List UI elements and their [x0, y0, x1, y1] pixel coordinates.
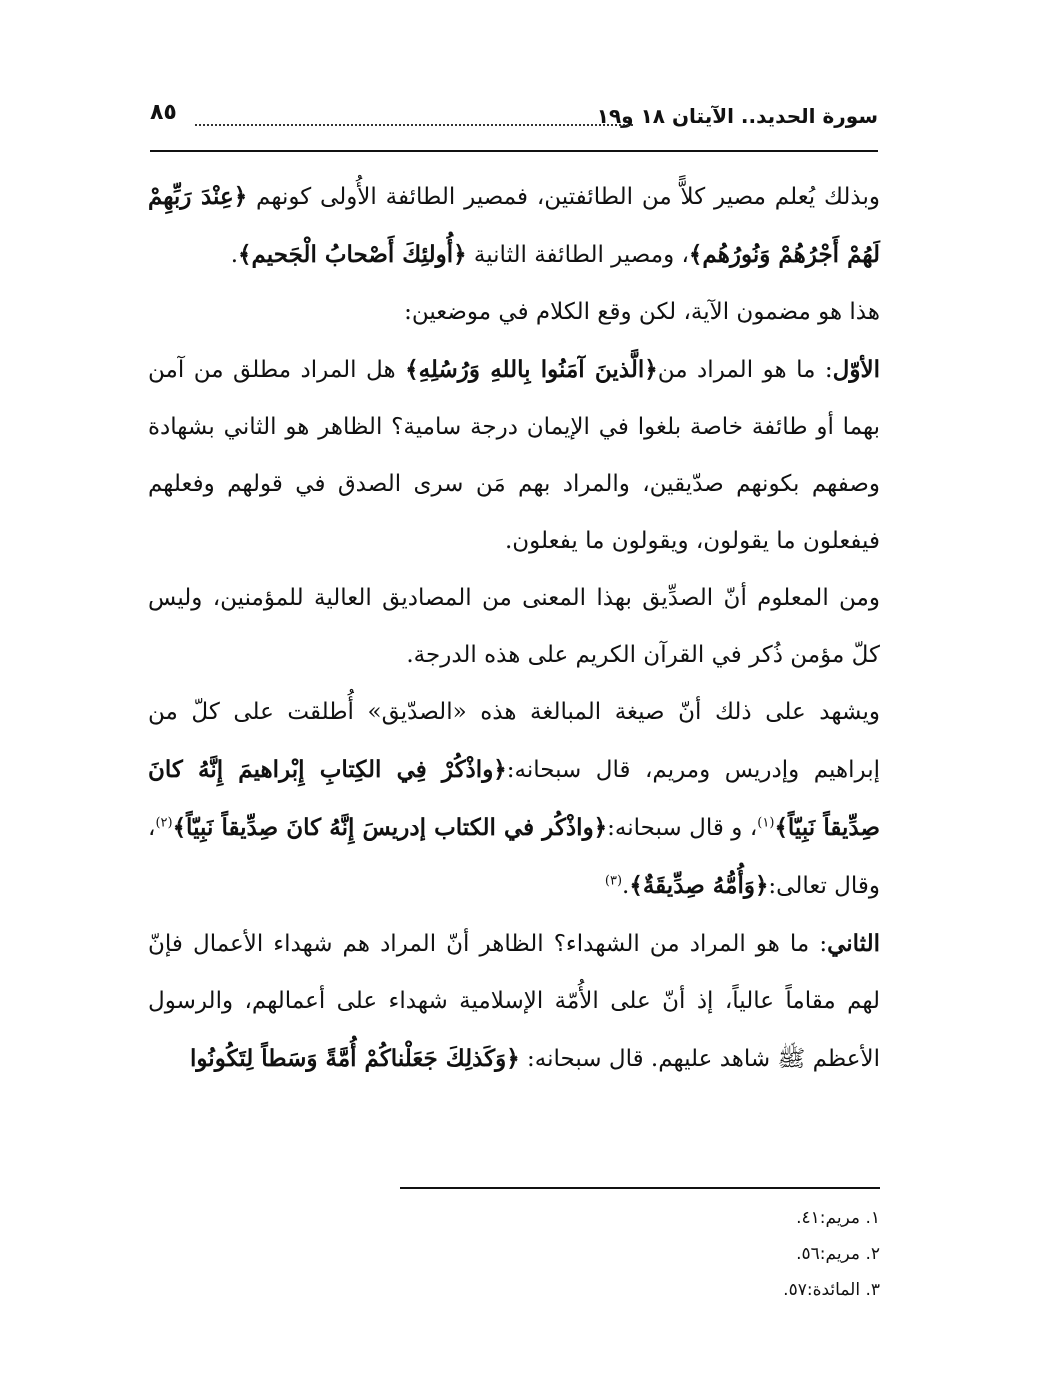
- footnote-ref: (١): [757, 815, 775, 831]
- page-number: ٨٥: [150, 100, 177, 125]
- footnote-3: ٣. المائدة:٥٧.: [783, 1280, 880, 1300]
- footnotes: [783, 1200, 880, 1308]
- quran-verse: ﴿واذْكُرْ فِي الكِتابِ إِبْراهيمَ إِنَّهُ كانَ صِدِّيقاً نَبِيّاً﴾: [148, 756, 880, 841]
- running-header: [150, 100, 878, 136]
- paragraph-1: وبذلك يُعلم مصير كلاًّ من الطائفتين، فمصير الطائفة الأُولى كونهم ﴿عِنْدَ رَبِّهِمْ لَهُمْ أَجْرُهُمْ وَنُورُهُم﴾، ومصير الطائفة الثانية ﴿أُولئِكَ أَصْحابُ الْجَحيم﴾.: [148, 183, 881, 268]
- paragraph-6: الثاني: ما هو المراد من الشهداء؟ الظاهر أنّ المراد هم شهداء الأعمال فإنّ لهم مقاماً عالياً، إذ أنّ على الأُمّة الإسلامية شهداء على أعمالهم، والرسول الأعظم ﷺ شاهد عليهم. قال سبحانه: ﴿وَكَذلِكَ جَعَلْناكُمْ أُمَّةً وَسَطاً لِتَكُونُوا: [148, 930, 880, 1072]
- section-term: الثاني: [827, 930, 880, 957]
- page-body: [148, 168, 880, 1088]
- quran-verse: ﴿أُولئِكَ أَصْحابُ الْجَحيم﴾: [238, 241, 467, 268]
- footnote-2: ٢. مريم:٥٦.: [796, 1244, 880, 1264]
- paragraph-4: ومن المعلوم أنّ الصدِّيق بهذا المعنى من المصاديق العالية للمؤمنين، وليس كلّ مؤمن ذُكر في القرآن الكريم على هذه الدرجة.: [148, 585, 880, 668]
- quran-verse: ﴿واذْكُر في الكتاب إدريسَ إِنَّهُ كانَ صِدِّيقاً نَبِيّاً﴾: [172, 814, 608, 841]
- quran-verse: ﴿الَّذينَ آمَنُوا بِاللهِ وَرُسُلِهِ﴾: [405, 356, 658, 383]
- quran-verse: ﴿عِنْدَ رَبِّهِمْ لَهُمْ أَجْرُهُمْ وَنُورُهُم﴾: [148, 183, 880, 268]
- section-term: الأوّل: [832, 356, 880, 383]
- paragraph-5: ويشهد على ذلك أنّ صيغة المبالغة هذه «الصدّيق» أُطلقت على كلّ من إبراهيم وإدريس ومريم، قال سبحانه:﴿واذْكُرْ فِي الكِتابِ إِبْراهيمَ إِنَّهُ كانَ صِدِّيقاً نَبِيّاً﴾$^{(١)}$، و قال سبحانه:﴿واذْكُر في الكتاب إدريسَ إِنَّهُ كانَ صِدِّيقاً نَبِيّاً﴾$^{(٢)}$، وقال تعالى:﴿وَأُمُّهُ صِدِّيقَةٌ﴾.$^{(٣)}$: [148, 699, 880, 899]
- footnote-ref: (٢): [155, 815, 173, 831]
- footnote-ref: (٣): [604, 873, 623, 889]
- footnote-divider: [400, 1187, 880, 1189]
- quran-verse: ﴿وَأُمُّهُ صِدِّيقَةٌ﴾: [629, 872, 769, 899]
- leader-dots: [195, 102, 633, 126]
- chapter-title: سورة الحديد.. الآيتان ١٨ و١٩: [596, 104, 878, 128]
- paragraph-3: الأوّل: ما هو المراد من﴿الَّذينَ آمَنُوا بِاللهِ وَرُسُلِهِ﴾ هل المراد مطلق من آمن بهما أو طائفة خاصة بلغوا في الإيمان درجة سامية؟ الظاهر هو الثاني بشهادة وصفهم بكونهم صدّيقين، والمراد بهم مَن سرى الصدق في قولهم وفعلهم فيفعلون ما يقولون، ويقولون ما يفعلون.: [148, 356, 880, 554]
- quran-verse: ﴿وَكَذلِكَ جَعَلْناكُمْ أُمَّةً وَسَطاً لِتَكُونُوا: [190, 1045, 520, 1072]
- header-divider: [150, 150, 878, 152]
- paragraph-2: هذا هو مضمون الآية، لكن وقع الكلام في موضعين:: [404, 299, 880, 325]
- footnote-1: ١. مريم:٤١.: [796, 1208, 880, 1228]
